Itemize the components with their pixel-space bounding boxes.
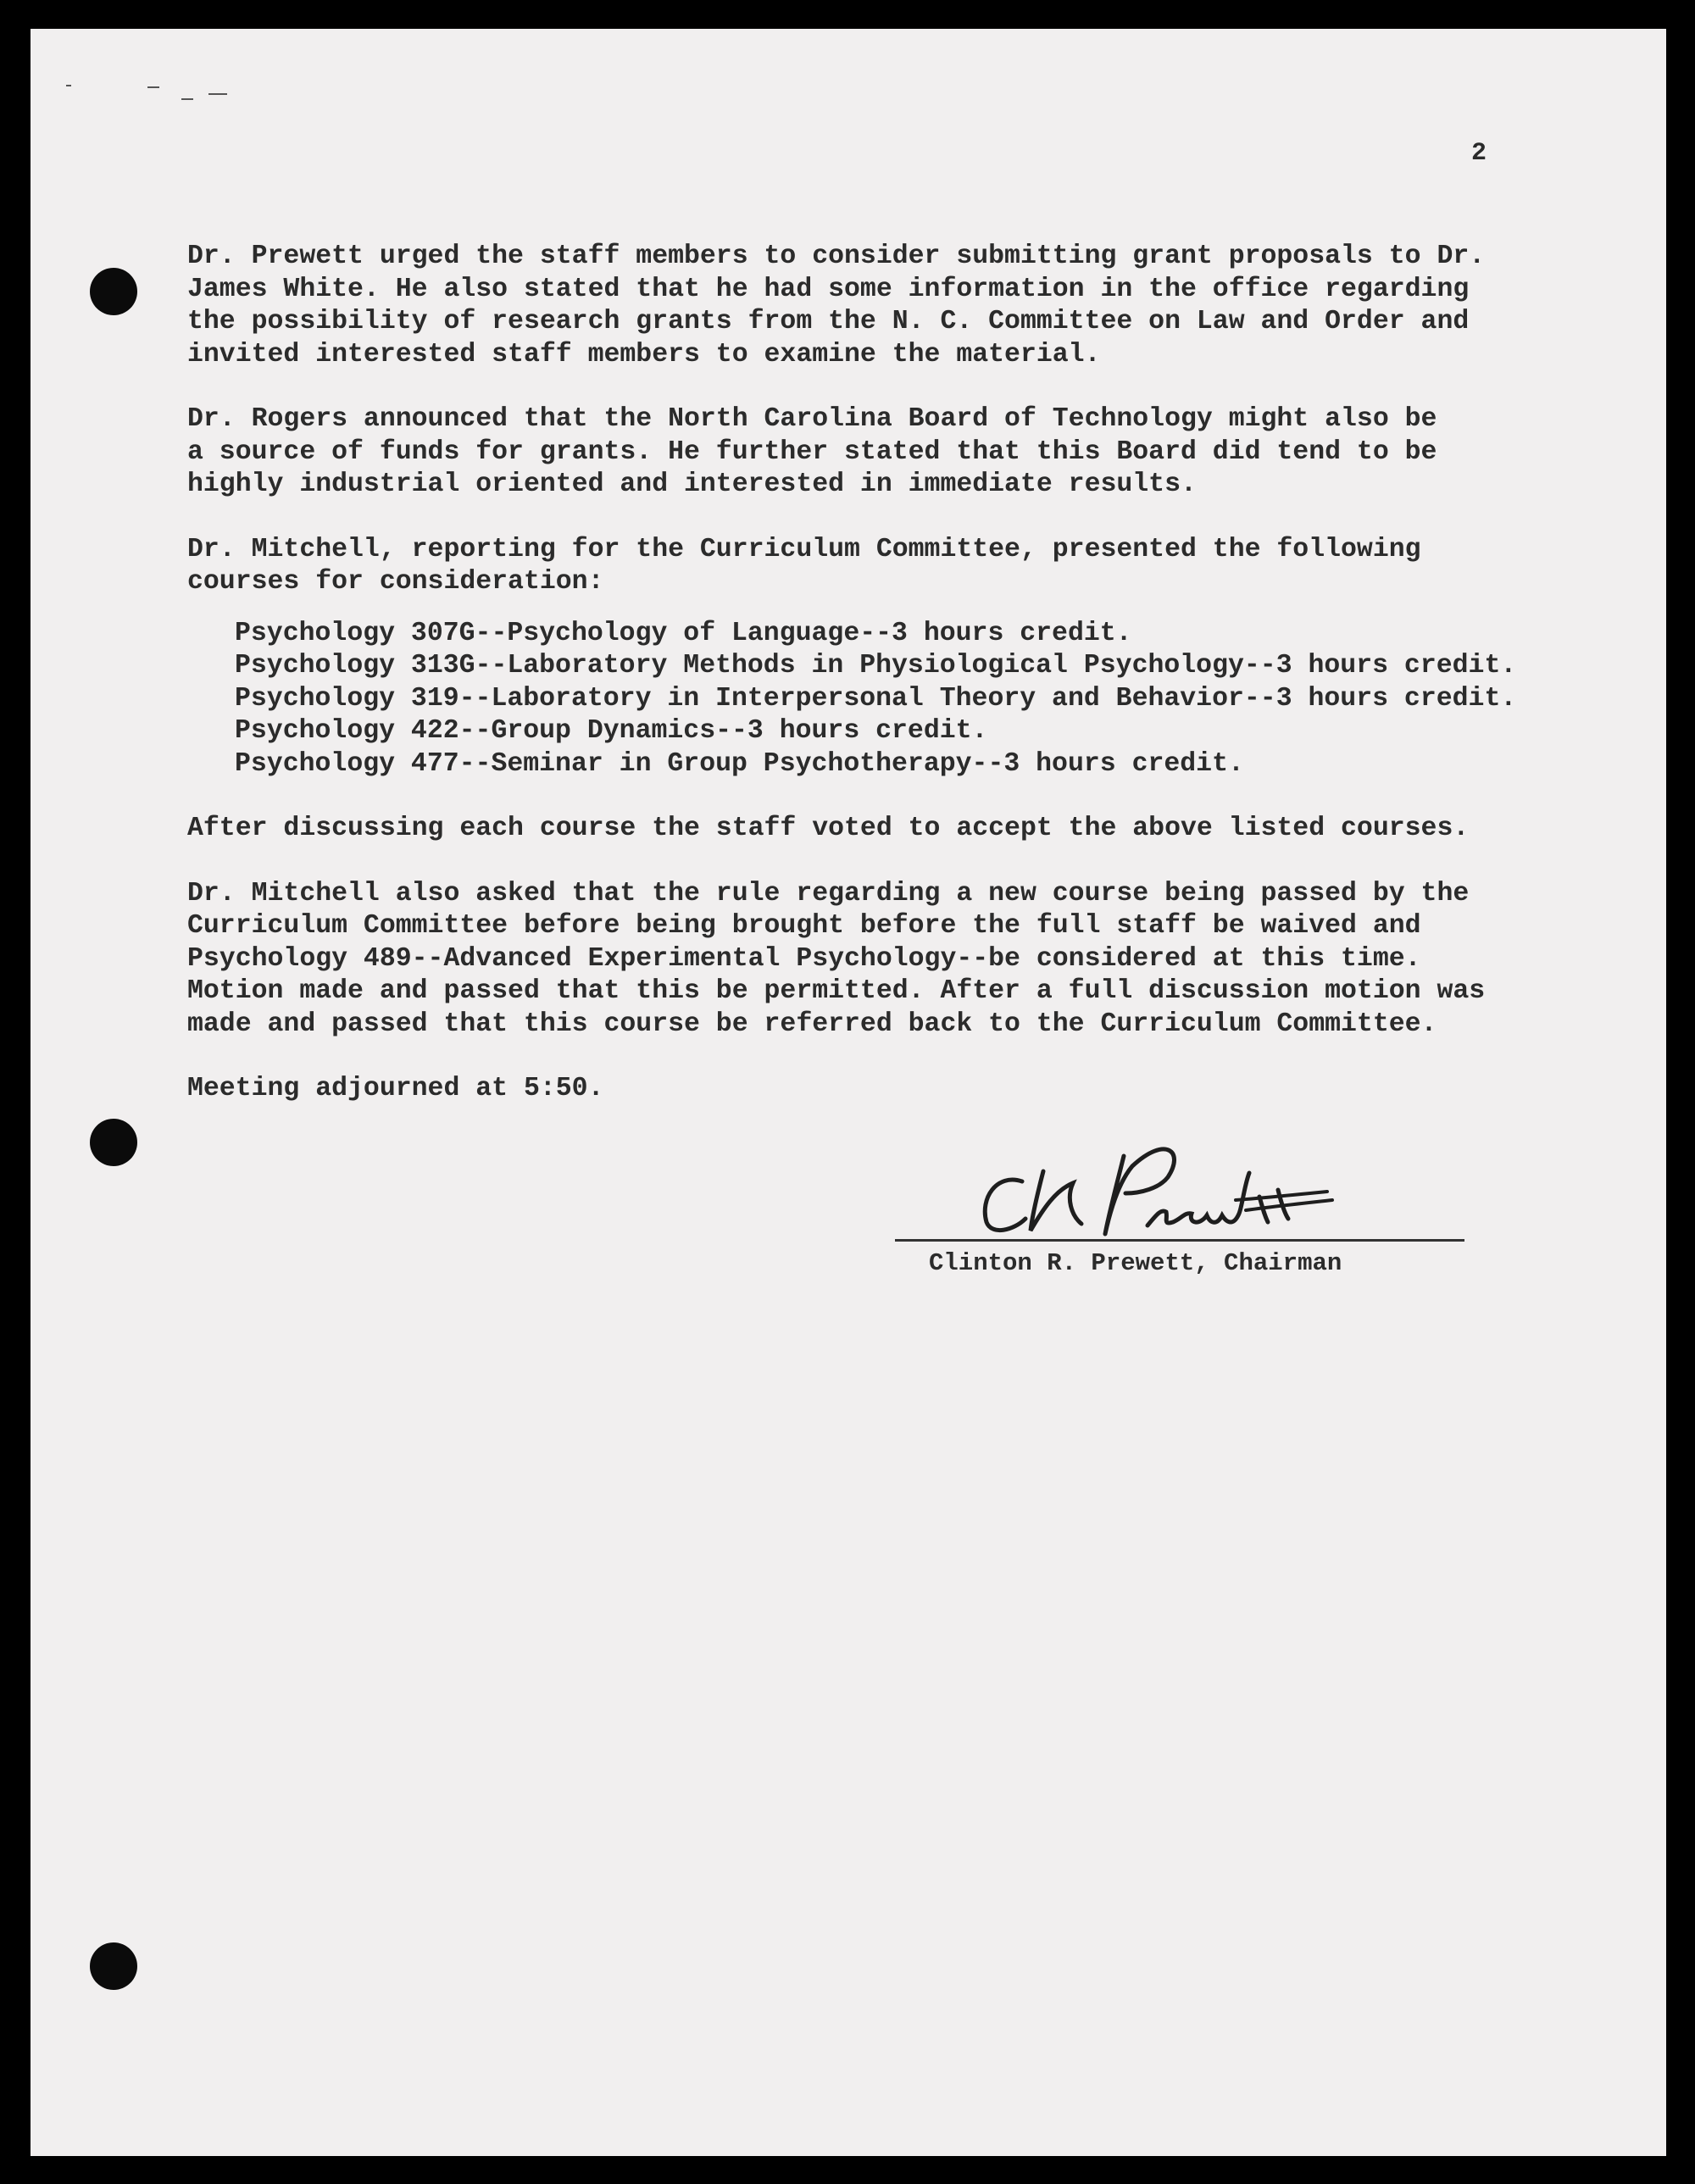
paragraph-vote: After discussing each course the staff voted to accept the above listed courses. — [187, 814, 1470, 843]
paper-speck — [147, 86, 159, 88]
course-item: Psychology 477--Seminar in Group Psychotherapy--3 hours credit. — [235, 748, 1244, 779]
signature-line — [895, 1239, 1464, 1242]
handwritten-signature — [963, 1131, 1370, 1241]
binder-hole-middle — [90, 1119, 137, 1166]
binder-hole-top — [90, 268, 137, 315]
paragraph-grant-proposals: Dr. Prewett urged the staff members to consider submitting grant proposals to Dr. James White. He also stated that he had some information in the office regarding the possibility of research grants from the N. C. Committee on Law and Order and invited interested staff members to examine the material. — [187, 242, 1486, 370]
course-item: Psychology 307G--Psychology of Language--3 hours credit. — [235, 618, 1132, 648]
paragraph-adjourned: Meeting adjourned at 5:50. — [187, 1074, 604, 1103]
course-item: Psychology 313G--Laboratory Methods in Physiological Psychology--3 hours credit. — [235, 651, 1517, 681]
document-page — [31, 29, 1666, 2156]
signer-name-title: Clinton R. Prewett, Chairman — [929, 1249, 1342, 1277]
course-item: Psychology 319--Laboratory in Interpersonal Theory and Behavior--3 hours credit. — [235, 683, 1517, 714]
paragraph-curriculum-report: Dr. Mitchell, reporting for the Curriculum Committee, presented the following courses for consideration: — [187, 534, 1421, 597]
paper-speck — [66, 85, 71, 86]
course-item: Psychology 422--Group Dynamics--3 hours credit. — [235, 716, 988, 746]
binder-hole-bottom — [90, 1942, 137, 1990]
paper-speck — [181, 98, 193, 100]
course-list — [235, 618, 1611, 781]
signature-block — [895, 1131, 1471, 1283]
page-number: 2 — [1471, 139, 1487, 168]
paragraph-new-course-motion: Dr. Mitchell also asked that the rule regarding a new course being passed by the Curriculum Committee before being brought before the full staff be waived and Psychology 489--Advanced Experimental Psychology--be considered at this time. Motion made and passed that this be permitted. After a full discussion motion was made and passed that this course be referred back to the Curriculum Committee. — [187, 878, 1486, 1039]
paragraph-board-of-technology: Dr. Rogers announced that the North Carolina Board of Technology might also be a source of funds for grants. He further stated that this Board did tend to be highly industrial oriented and interested in immediate results. — [187, 404, 1437, 499]
document-body — [187, 241, 1611, 1138]
paper-speck — [208, 93, 227, 95]
